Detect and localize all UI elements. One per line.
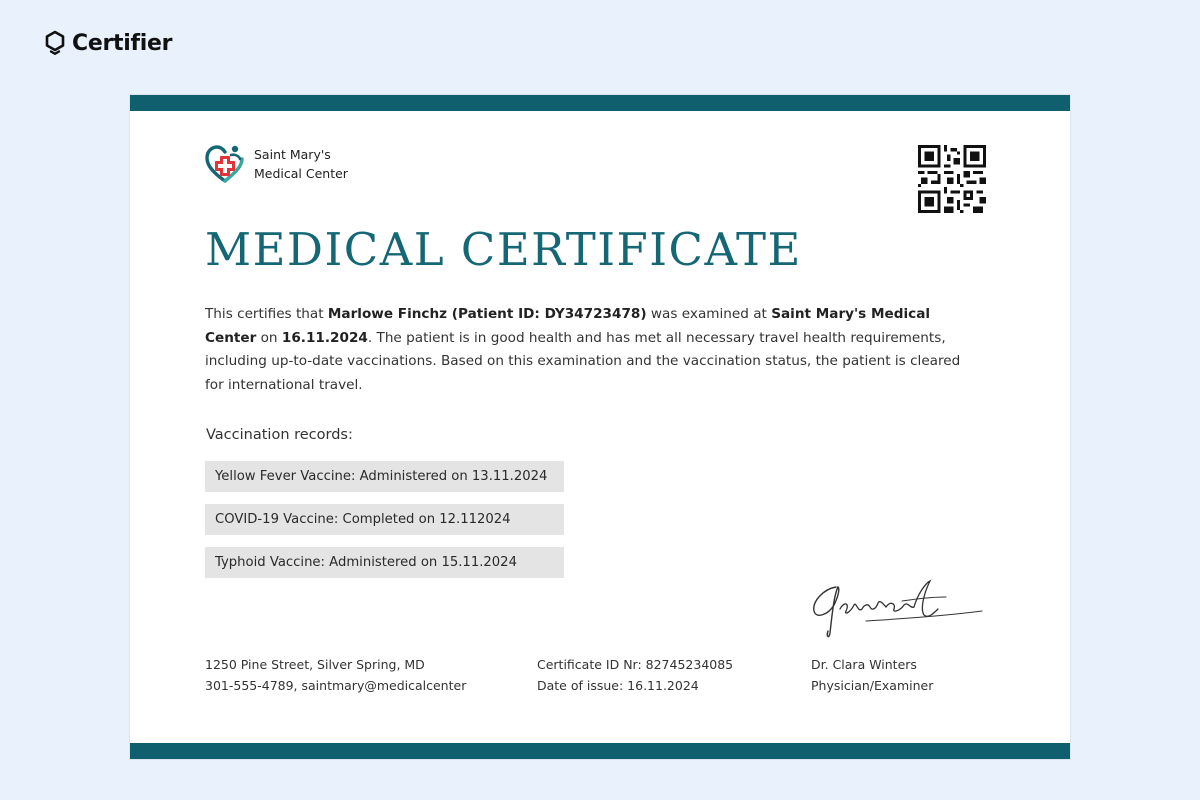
vaccination-record: COVID-19 Vaccine: Completed on 12.112024 [205, 504, 564, 535]
medical-certificate [130, 95, 1070, 759]
bottom-accent-bar [130, 743, 1070, 759]
vaccination-heading: Vaccination records: [206, 427, 353, 443]
statement-text: was examined at [646, 306, 772, 322]
statement-text: . The patient is in good health and has met all necessary travel health requirements, including up-to-date vaccinations. Based on this examination and the vaccination status, the patient is cleared for international travel. [205, 329, 961, 393]
patient-name: Marlowe Finchz (Patient ID: DY34723478) [327, 306, 647, 322]
doctor-details [811, 654, 933, 696]
certificate-id: Certificate ID Nr: 82745234085 [537, 657, 734, 672]
vaccination-list [205, 461, 564, 590]
logo-line-2: Medical Center [254, 166, 348, 181]
logo-line-1: Saint Mary's [254, 147, 331, 162]
doctor-role: Physician/Examiner [811, 678, 934, 693]
heart-cross-logo-icon [204, 141, 246, 187]
vaccination-record: Yellow Fever Vaccine: Administered on 13.11.2024 [205, 461, 564, 492]
vaccination-record: Typhoid Vaccine: Administered on 15.11.2024 [205, 547, 564, 578]
qr-code-icon [918, 145, 986, 213]
certificate-statement [205, 303, 965, 397]
certificate-details [537, 654, 733, 696]
statement-text: on [256, 329, 282, 346]
brand-name: Certifier [72, 30, 173, 56]
certificate-title: MEDICAL CERTIFICATE [205, 223, 802, 276]
top-accent-bar [130, 95, 1070, 111]
medical-center-name: Saint Mary's Medical Center [205, 306, 931, 346]
date-of-issue: Date of issue: 16.11.2024 [537, 678, 699, 693]
certifier-logo-icon [44, 30, 66, 56]
center-contact-info [205, 654, 466, 696]
doctor-signature [806, 575, 990, 643]
contact-line: 301-555-4789, saintmary@medicalcenter [205, 678, 467, 693]
statement-text: This certifies that [205, 306, 328, 322]
medical-center-logo [204, 141, 348, 187]
address-line: 1250 Pine Street, Silver Spring, MD [205, 657, 425, 672]
doctor-name: Dr. Clara Winters [811, 657, 917, 672]
certifier-brand[interactable] [44, 30, 172, 56]
examination-date: 16.11.2024 [281, 329, 368, 346]
